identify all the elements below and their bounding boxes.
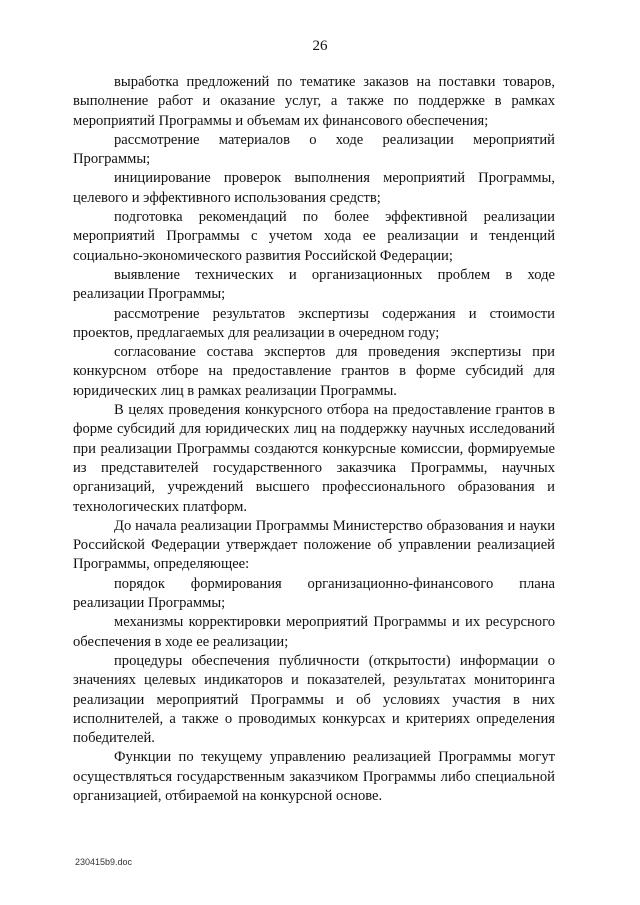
paragraph: выявление технических и организационных проблем в ходе реализации Программы; [73, 266, 555, 303]
paragraph: механизмы корректировки мероприятий Программы и их ресурсного обеспечения в ходе ее реализации; [73, 614, 555, 650]
document-body [73, 73, 555, 806]
document-filename: 230415b9.doc [75, 857, 133, 867]
paragraph: согласование состава экспертов для проведения экспертизы при конкурсном отборе на предоставление грантов в форме субсидий для юридических лиц в рамках реализации Программы. [73, 344, 555, 399]
paragraph: До начала реализации Программы Министерство образования и науки Российской Федерации утверждает положение об управлении реализацией Программы, определяющее: [73, 517, 555, 573]
paragraph: подготовка рекомендаций по более эффективной реализации мероприятий Программы с учетом хода ее реализации и тенденций социально-экономического развития Российской Федерации; [73, 209, 555, 264]
paragraph: инициирование проверок выполнения мероприятий Программы, целевого и эффективного использования средств; [73, 170, 555, 206]
paragraph: рассмотрение результатов экспертизы содержания и стоимости проектов, предлагаемых для реализации в очередном году; [73, 305, 555, 341]
paragraph: рассмотрение материалов о ходе реализации мероприятий Программы; [73, 131, 555, 168]
paragraph: В целях проведения конкурсного отбора на предоставление грантов в форме субсидий для юридических лиц на поддержку научных исследований при реализации Программы создаются конкурсные комиссии, формируемые из представителей государственного заказчика Программы, научных организаций, учреждений высшего профессионального образования и технологических платформ. [73, 402, 555, 515]
paragraph: процедуры обеспечения публичности (открытости) информации о значениях целевых индикаторов и показателей, результатах мониторинга реализации мероприятий Программы и об условиях участия в них исполнителей, а также о проводимых конкурсах и критериях определения победителей. [73, 652, 555, 747]
page-number: 26 [312, 38, 328, 54]
paragraph: порядок формирования организационно-финансового плана реализации Программы; [73, 575, 555, 612]
paragraph: Функции по текущему управлению реализацией Программы могут осуществляться государственным заказчиком Программы либо специальной организацией, отбираемой на конкурсной основе. [73, 749, 555, 804]
paragraph: выработка предложений по тематике заказов на поставки товаров, выполнение работ и оказание услуг, а также по поддержке в рамках мероприятий Программы и объемам их финансового обеспечения; [73, 74, 555, 129]
